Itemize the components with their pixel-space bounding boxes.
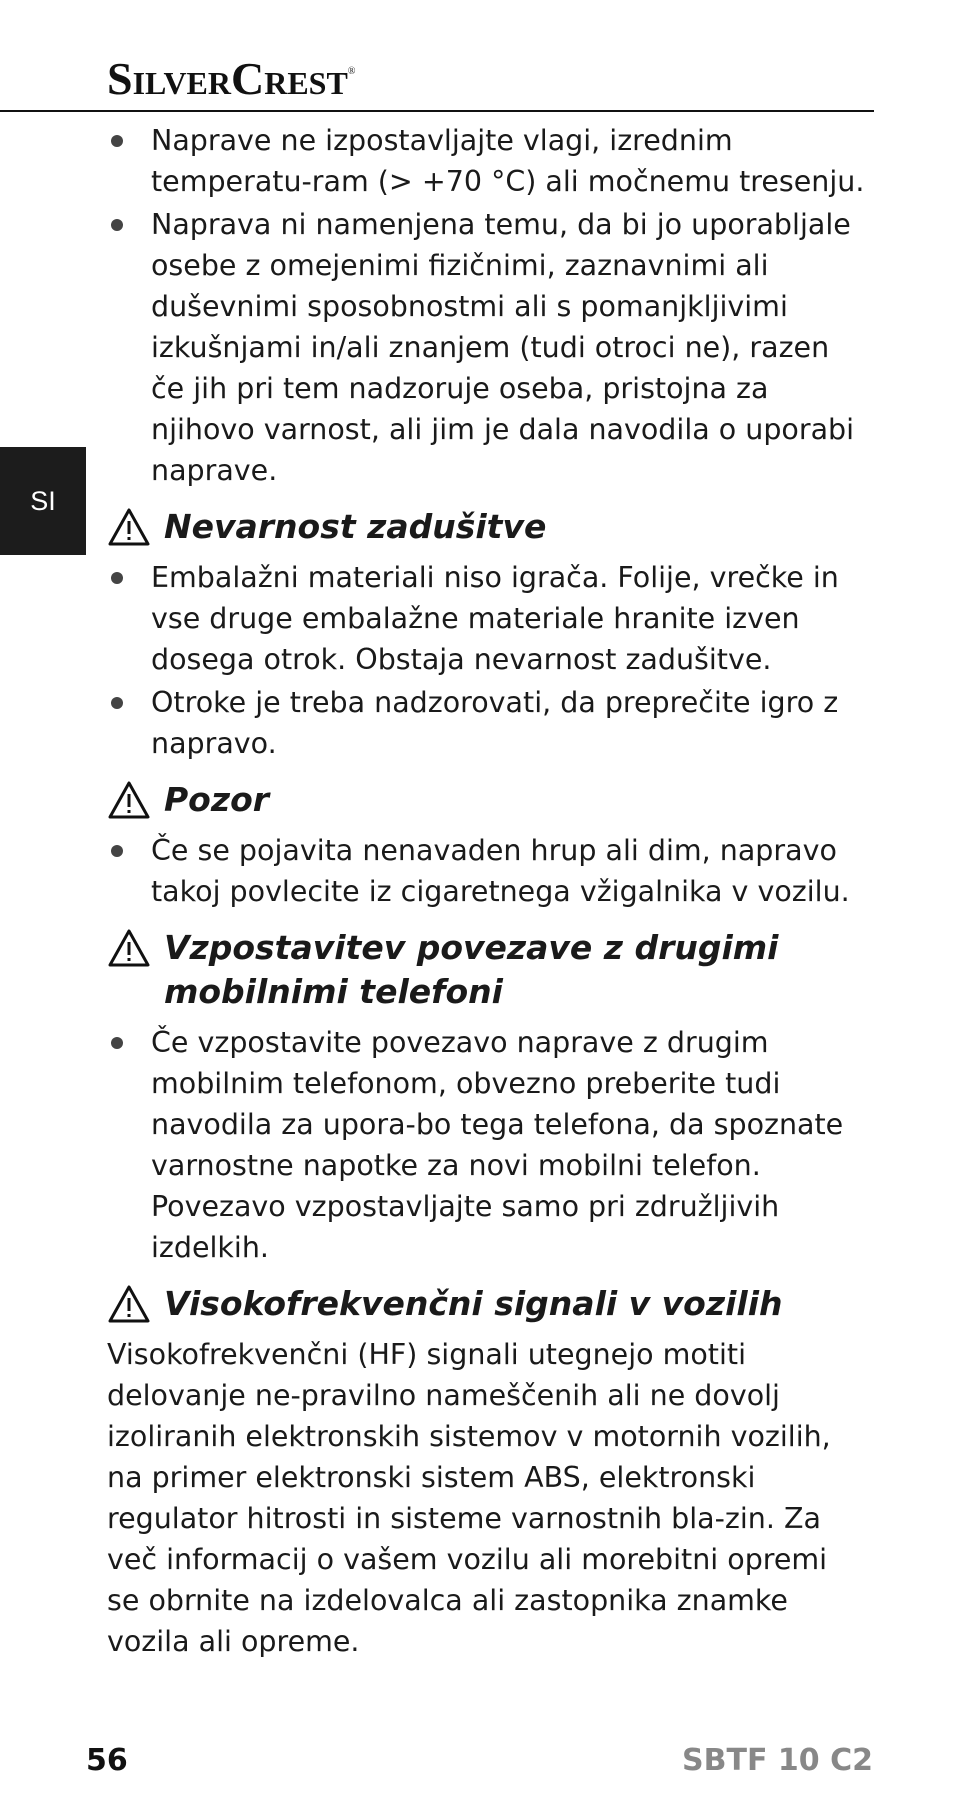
list-item: Če se pojavita nenavaden hrup ali dim, napravo takoj povlecite iz cigaretnega vžigalnika v vozilu.	[107, 830, 867, 912]
page-content	[107, 120, 867, 1662]
section-heading: Pozor	[107, 778, 867, 822]
warning-icon	[107, 1284, 151, 1324]
page-number: 56	[86, 1743, 128, 1778]
list-item: Otroke je treba nadzorovati, da preprečite igro z napravo.	[107, 682, 867, 764]
language-tab: SI	[0, 447, 86, 555]
list-item: Embalažni materiali niso igrača. Folije, vrečke in vse druge embalažne materiale hranite izven dosega otrok. Obstaja nevarnost zadušitve.	[107, 557, 867, 680]
section-paragraph: Visokofrekvenčni (HF) signali utegnejo motiti delovanje ne-pravilno nameščenih ali ne dovolj izoliranih elektronskih sistemov v motornih vozilih, na primer elektronski sistem ABS, elektronski regulator hitrosti in sisteme varnostnih bla-zin. Za več informacij o vašem vozilu ali morebitni opremi se obrnite na izdelovalca ali zastopnika znamke vozila ali opreme.	[107, 1338, 831, 1658]
list-item: Naprave ne izpostavljajte vlagi, izrednim temperatu-ram (> +70 °C) ali močnemu tresenju.	[107, 120, 867, 202]
list-item: Če vzpostavite povezavo naprave z drugim mobilnim telefonom, obvezno preberite tudi navodila za upora-bo tega telefona, da spoznate varnostne napotke za novi mobilni telefon. Povezavo vzpostavljajte samo pri združljivih izdelkih.	[107, 1022, 867, 1268]
warning-icon	[107, 507, 151, 547]
model-number: SBTF 10 C2	[682, 1743, 873, 1778]
section-heading: Vzpostavitev povezave z drugimi mobilnimi telefoni	[107, 926, 867, 1014]
header-rule	[0, 110, 874, 112]
warning-icon	[107, 780, 151, 820]
silvercrest-logo: SilverCrest®	[107, 53, 356, 104]
warning-icon	[107, 928, 151, 968]
section-heading: Nevarnost zadušitve	[107, 505, 867, 549]
list-item: Naprava ni namenjena temu, da bi jo uporabljale osebe z omejenimi fizičnimi, zaznavnimi ali duševnimi sposobnostmi ali s pomanjkljivimi izkušnjami in/ali znanjem (tudi otroci ne), razen če jih pri tem nadzoruje oseba, pristojna za njihovo varnost, ali jim je dala navodila o uporabi naprave.	[107, 204, 867, 491]
section-heading: Visokofrekvenčni signali v vozilih	[107, 1282, 867, 1326]
